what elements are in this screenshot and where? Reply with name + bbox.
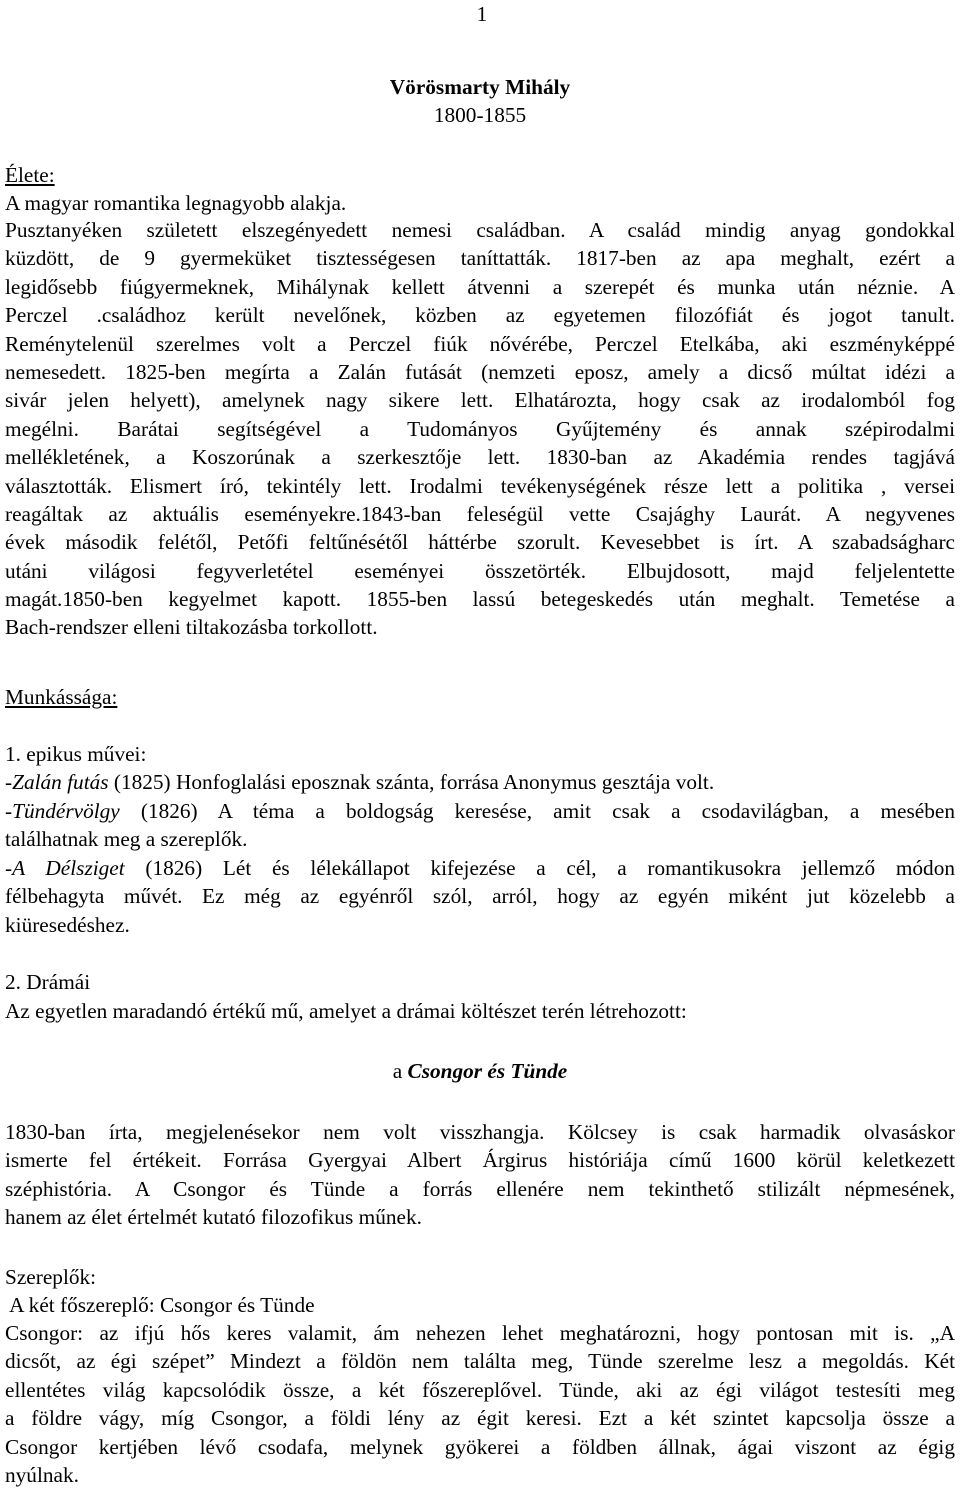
text-line: megélni. Barátai segítségével a Tudományos Gyűjtemény és annak szépirodalmi <box>5 416 955 441</box>
text-line: (1825) Honfoglalási eposznak szánta, forrása Anonymus gesztája volt. <box>108 770 715 794</box>
text-line: 1830-ban írta, megjelenésekor nem volt visszhangja. Kölcsey is csak harmadik olvasáskor <box>5 1120 955 1144</box>
text-line: mellékletének, a Koszorúnak a szerkesztője lett. 1830-ban az Akadémia rendes tagjává <box>5 445 955 470</box>
text-line: utáni világosi fegyverletétel eseményei összetörték. Elbujdosott, majd feljelentette <box>5 558 955 583</box>
dramai-intro: Az egyetlen maradandó értékű mű, amelyet a drámai költészet terén létrehozott: <box>5 999 687 1023</box>
work-title: A Délsziget <box>12 856 125 880</box>
text-line: magát.1850-ben kegyelmet kapott. 1855-ben lassú betegeskedés után meghalt. Temetése a <box>5 587 955 612</box>
text-line: dicsőt, az égi szépet” Mindezt a földön nem találta meg, Tünde szerelme lesz a megoldás. Két <box>5 1349 955 1374</box>
elete-intro-line: A magyar romantika legnagyobb alakja. <box>5 191 347 215</box>
epikus-heading: 1. epikus művei: <box>5 742 147 766</box>
text-line: nyúlnak. <box>5 1462 79 1487</box>
csongor-title: Csongor és Tünde <box>407 1059 568 1083</box>
text-line: Bach-rendszer elleni tiltakozásba torkollott. <box>5 615 378 640</box>
text-line: félbehagyta művét. Ez még az egyénről szól, arról, hogy az egyén miként jut közelebb a <box>5 884 955 909</box>
csongor-paragraph <box>5 1118 955 1232</box>
dramai-heading: 2. Drámái <box>5 970 91 994</box>
text-line: Perczel .családhoz került nevelőnek, közben az egyetemen filozófiát és jogot tanult. <box>5 303 955 328</box>
text-line: hanem az élet értelmét kutató filozofikus műnek. <box>5 1205 422 1230</box>
text-line: a földre vágy, míg Csongor, a földi lény az égit keresi. Ezt a két szintet kapcsolja össze a <box>5 1406 955 1431</box>
work-delsziget <box>5 854 955 939</box>
szereplok-main-characters: A két főszereplő: Csongor és Tünde <box>5 1293 315 1317</box>
work-prefix: - <box>5 799 13 823</box>
text-line: Reménytelenül szerelmes volt a Perczel fiúk nővérébe, Perczel Etelkába, aki eszményképpé <box>5 331 955 356</box>
szereplok-paragraph <box>5 1319 955 1489</box>
lifespan-years: 1800-1855 <box>433 103 527 127</box>
csongor-prefix: a <box>392 1059 408 1083</box>
text-line: (1826) Lét és lélekállapot kifejezése a cél, a romantikusokra jellemző módon <box>124 856 955 880</box>
work-title: Zalán futás <box>12 770 109 794</box>
text-line: választották. Elismert író, tekintély lett. Irodalmi tevékenységének része lett a politika , versei <box>5 473 955 498</box>
csongor-title-line <box>0 1057 960 1085</box>
work-title: Tündérvölgy <box>12 799 120 823</box>
elete-paragraph <box>5 216 955 642</box>
text-line: ismerte fel értékeit. Forrása Gyergyai Albert Árgirus históriája című 1600 körül keletkezett <box>5 1148 955 1173</box>
text-line: Csongor kertjében lévő csodafa, melynek gyökerei a földben állnak, ágai viszont az égig <box>5 1434 955 1459</box>
page-title: Vörösmarty Mihály <box>389 75 571 99</box>
text-line: sivár jelen helyett), amelynek nagy sikere lett. Elhatározta, hogy csak az irodalomból fog <box>5 388 955 413</box>
text-line: találhatnak meg a szereplők. <box>5 827 248 852</box>
work-prefix: - <box>5 856 13 880</box>
section-heading-munkassaga: Munkássága: <box>5 685 118 709</box>
work-tunderv <box>5 797 955 854</box>
work-prefix: - <box>5 770 13 794</box>
text-line: legidősebb fiúgyermeknek, Mihálynak kellett átvenni a szerepét és munka után néznie. A <box>5 274 955 299</box>
text-line: Csongor: az ifjú hős keres valamit, ám nehezen lehet meghatározni, hogy pontosan mit is. „A <box>5 1321 955 1345</box>
text-line: nemesedett. 1825-ben megírta a Zalán futását (nemzeti eposz, amely a dicső múltat idézi a <box>5 359 955 384</box>
text-line: kiüresedéshez. <box>5 912 130 937</box>
text-line: széphistória. A Csongor és Tünde a forrás ellenére nem tekinthető stilizált népmesének, <box>5 1176 955 1201</box>
text-line: (1826) A téma a boldogság keresése, amit csak a csodavilágban, a mesében <box>119 799 955 823</box>
section-heading-elete: Élete: <box>5 163 55 187</box>
work-zalan-futas <box>5 768 955 796</box>
page-number: 1 <box>476 2 488 26</box>
text-line: reagáltak az aktuális eseményekre.1843-ban feleségül vette Csajághy Laurát. A negyvenes <box>5 501 955 526</box>
text-line: küzdött, de 9 gyermeküket tisztességesen taníttatták. 1817-ben az apa meghalt, ezért a <box>5 246 955 271</box>
text-line: Pusztanyéken született elszegényedett nemesi családban. A család mindig anyag gondokkal <box>5 218 955 242</box>
section-heading-szereplok: Szereplők: <box>5 1265 97 1289</box>
text-line: ellentétes világ kapcsolódik össze, a két főszereplővel. Tünde, aki az égi világot testesíti meg <box>5 1377 955 1402</box>
text-line: évek második felétől, Petőfi feltűnésétől háttérbe szorult. Kevesebbet is írt. A szabadságharc <box>5 530 955 555</box>
